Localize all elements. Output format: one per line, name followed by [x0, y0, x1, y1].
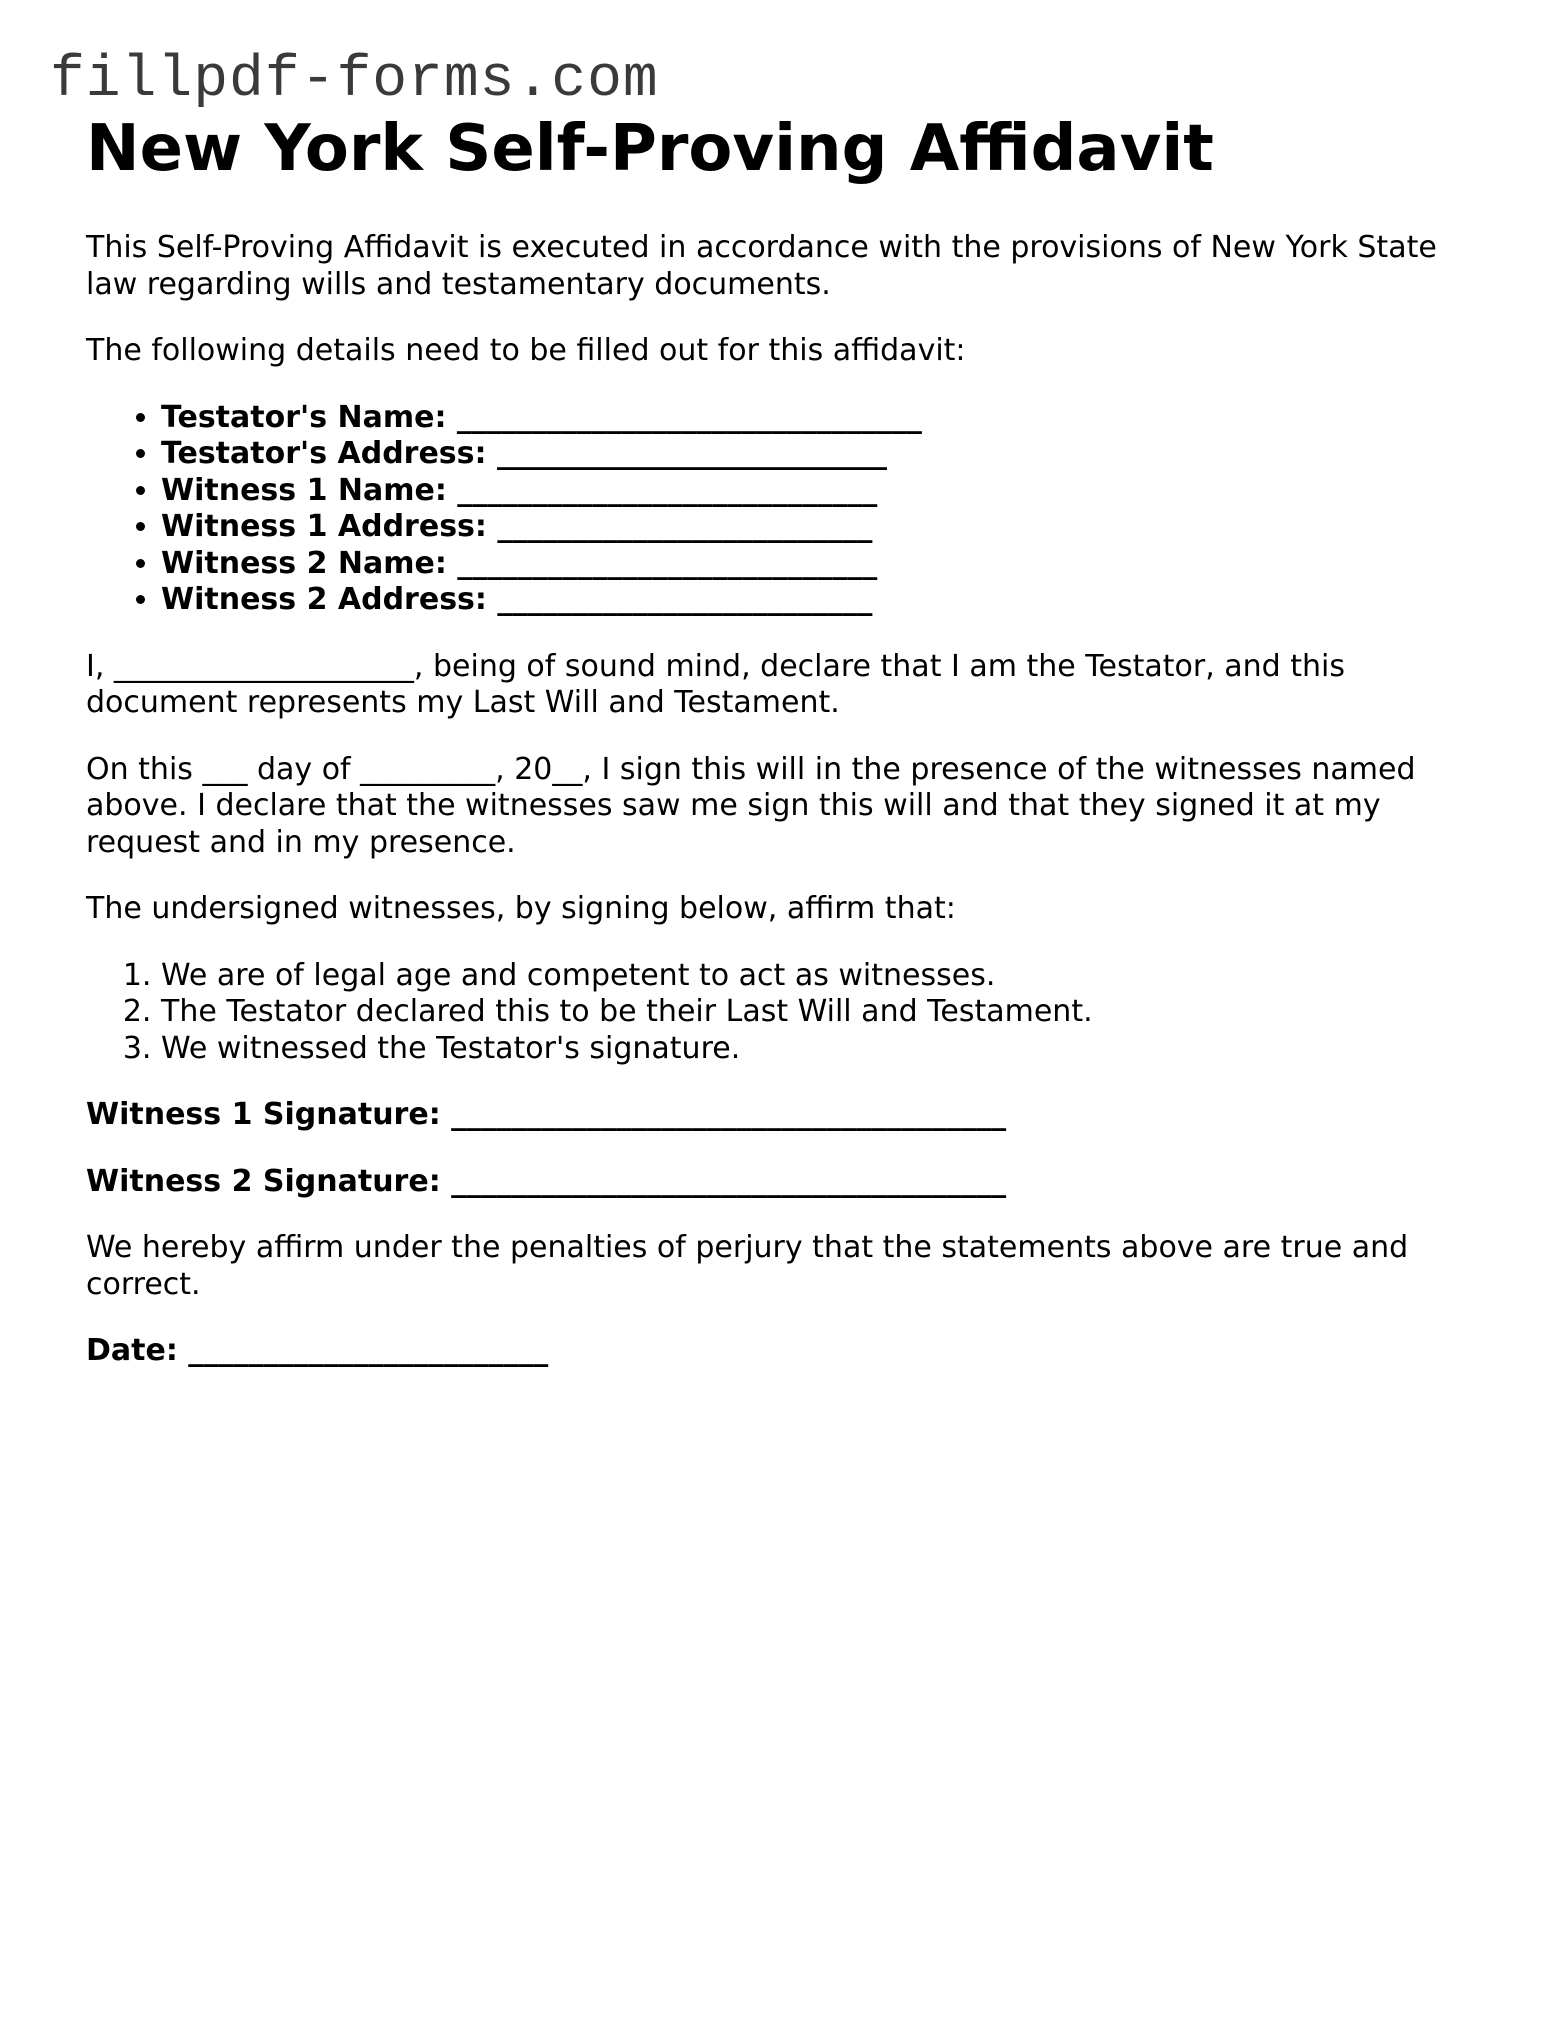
witness2-signature-line[interactable]: Witness 2 Signature: _____________________________________: [86, 1163, 1007, 1199]
document-body: [86, 112, 1486, 1400]
affirm-lead: The undersigned witnesses, by signing below, affirm that:: [86, 891, 956, 926]
watermark-logo: fillpdf-forms.com: [50, 48, 659, 113]
field-witness2-name[interactable]: • Witness 2 Name: ____________________________: [161, 546, 1486, 583]
field-testator-address[interactable]: • Testator's Address: __________________________: [161, 436, 1486, 473]
intro-paragraph: This Self-Proving Affidavit is executed in accordance with the provisions of New York State law regarding wills and testamentary documents.: [86, 230, 1437, 302]
signing-paragraph: On this ___ day of _________, 20__, I sign this will in the presence of the witnesses named above. I declare that the witnesses saw me sign this will and that they signed it at my request and in my presence.: [86, 751, 1416, 860]
field-witness1-address[interactable]: • Witness 1 Address: _________________________: [161, 509, 1486, 546]
declaration-paragraph: I, ____________________, being of sound mind, declare that I am the Testator, and this document represents my Last Will and Testament.: [86, 648, 1345, 720]
details-lead: The following details need to be filled out for this affidavit:: [86, 333, 966, 368]
page-title: New York Self-Proving Affidavit: [86, 112, 1214, 186]
field-witness2-address[interactable]: • Witness 2 Address: _________________________: [161, 582, 1486, 619]
affirmation-item: 2. The Testator declared this to be their Last Will and Testament.: [161, 994, 1486, 1031]
perjury-paragraph: We hereby affirm under the penalties of perjury that the statements above are true and correct.: [86, 1230, 1409, 1302]
affirmations-list: [86, 958, 1486, 1068]
details-list: [86, 400, 1486, 619]
date-line[interactable]: Date: ________________________: [86, 1333, 549, 1368]
field-witness1-name[interactable]: • Witness 1 Name: ____________________________: [161, 473, 1486, 510]
field-testator-name[interactable]: • Testator's Name: _______________________________: [161, 400, 1486, 437]
affirmation-item: 1. We are of legal age and competent to act as witnesses.: [161, 958, 1486, 995]
witness1-signature-line[interactable]: Witness 1 Signature: _____________________________________: [86, 1097, 1007, 1132]
affirmation-item: 3. We witnessed the Testator's signature.: [161, 1031, 1486, 1068]
